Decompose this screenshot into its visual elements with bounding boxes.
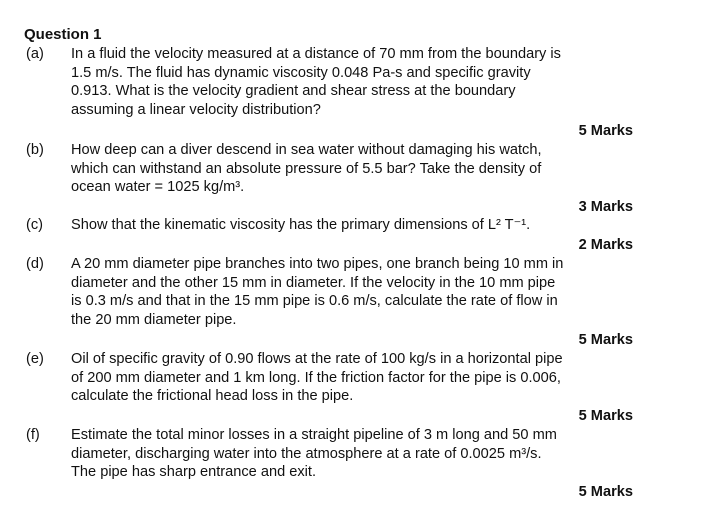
text-line: of 200 mm diameter and 1 km long. If the friction factor for the pipe is 0.006, — [71, 369, 561, 386]
question-label: (d) — [26, 256, 44, 272]
question-text — [71, 426, 646, 482]
question-text — [71, 255, 646, 329]
text-line: diameter and the other 15 mm in diameter. If the velocity in the 10 mm pipe — [71, 274, 556, 291]
question-label: (c) — [26, 217, 44, 233]
marks-label: 5 Marks — [578, 408, 633, 424]
text-line: ocean water = 1025 kg/m³. — [71, 179, 245, 196]
text-line: A 20 mm diameter pipe branches into two pipes, one branch being 10 mm in — [71, 256, 564, 272]
question-d — [26, 255, 646, 329]
text-line: assuming a linear velocity distribution? — [71, 101, 321, 118]
question-label: (f) — [26, 427, 40, 443]
text-line: calculate the frictional head loss in the pipe. — [71, 388, 354, 405]
question-text — [71, 216, 646, 235]
question-heading: Question 1 — [24, 26, 102, 43]
text-line: Oil of specific gravity of 0.90 flows at the rate of 100 kg/s in a horizontal pipe — [71, 351, 563, 367]
question-b — [26, 141, 646, 197]
marks-label: 5 Marks — [578, 484, 633, 500]
marks-label: 5 Marks — [578, 123, 633, 139]
question-text — [71, 350, 646, 406]
text-line: In a fluid the velocity measured at a distance of 70 mm from the boundary is — [71, 46, 561, 62]
question-text — [71, 45, 646, 119]
text-line: 0.913. What is the velocity gradient and shear stress at the boundary — [71, 83, 516, 100]
question-a — [26, 45, 646, 119]
text-line: which can withstand an absolute pressure of 5.5 bar? Take the density of — [71, 160, 542, 177]
text-line: The pipe has sharp entrance and exit. — [71, 464, 317, 481]
text-line: How deep can a diver descend in sea water without damaging his watch, — [71, 142, 542, 158]
marks-label: 3 Marks — [578, 199, 633, 215]
text-line: the 20 mm diameter pipe. — [71, 311, 237, 328]
text-line: diameter, discharging water into the atmosphere at a rate of 0.0025 m³/s. — [71, 445, 542, 462]
question-label: (e) — [26, 351, 44, 367]
question-e — [26, 350, 646, 406]
question-label: (a) — [26, 46, 44, 62]
text-line: Estimate the total minor losses in a straight pipeline of 3 m long and 50 mm — [71, 427, 557, 443]
question-f — [26, 426, 646, 482]
marks-label: 5 Marks — [578, 332, 633, 348]
text-line: Show that the kinematic viscosity has the primary dimensions of L² T⁻¹. — [71, 217, 531, 233]
text-line: is 0.3 m/s and that in the 15 mm pipe is 0.6 m/s, calculate the rate of flow in — [71, 293, 558, 310]
question-c — [26, 216, 646, 235]
text-line: 1.5 m/s. The fluid has dynamic viscosity 0.048 Pa-s and specific gravity — [71, 64, 531, 81]
question-text — [71, 141, 646, 197]
marks-label: 2 Marks — [578, 237, 633, 253]
question-label: (b) — [26, 142, 44, 158]
